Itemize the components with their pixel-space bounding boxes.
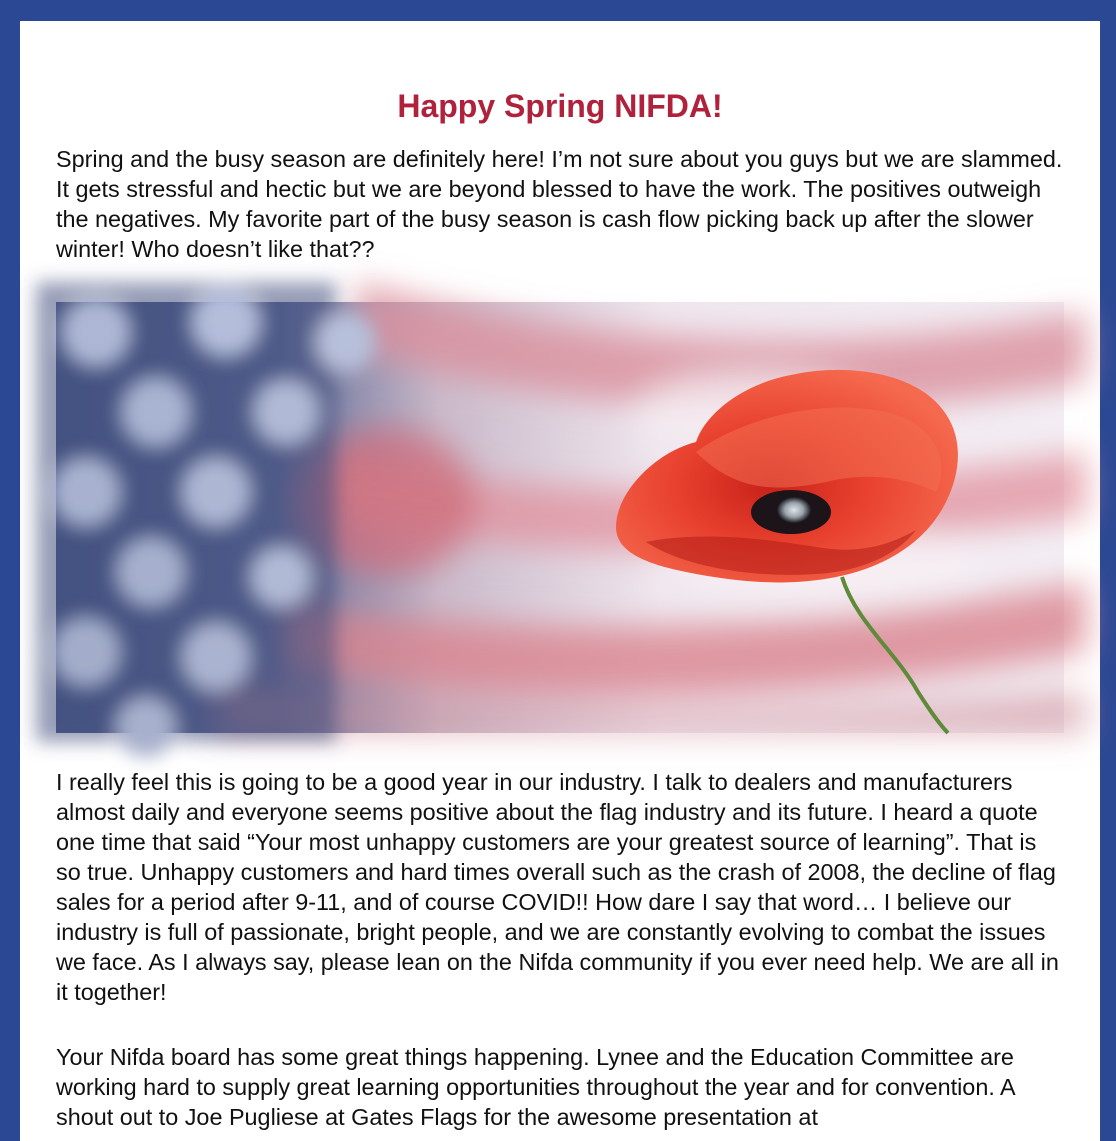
page-title: Happy Spring NIFDA! (397, 88, 723, 124)
poppy-flag-photo (56, 302, 1064, 733)
board-paragraph: Your Nifda board has some great things happening. Lynee and the Education Committee are working hard to supply great learning opportunities throughout the year and for convention. A shout out to Joe Pugliese at Gates Flags for the awesome presentation at (56, 1044, 1015, 1130)
newsletter-page (20, 21, 1100, 1141)
intro-paragraph: Spring and the busy season are definitely here! I’m not sure about you guys but we are slammed. It gets stressful and hectic but we are beyond blessed to have the work. The positives outweigh the negatives. My favorite part of the busy season is cash flow picking back up after the slower winter! Who doesn’t like that?? (56, 146, 1063, 262)
flag-stars (36, 282, 376, 757)
industry-paragraph: I really feel this is going to be a good year in our industry. I talk to dealers and manufacturers almost daily and everyone seems positive about the flag industry and its future. I heard a quote one time that said “Your most unhappy customers are your greatest source of learning”. That is so true. Unhappy customers and hard times overall such as the crash of 2008, the decline of flag sales for a period after 9-11, and of course COVID!! How dare I say that word… I believe our industry is full of passionate, bright people, and we are constantly evolving to combat the issues we face. As I always say, please lean on the Nifda community if you ever need help. We are all in it together! (56, 769, 1059, 1005)
